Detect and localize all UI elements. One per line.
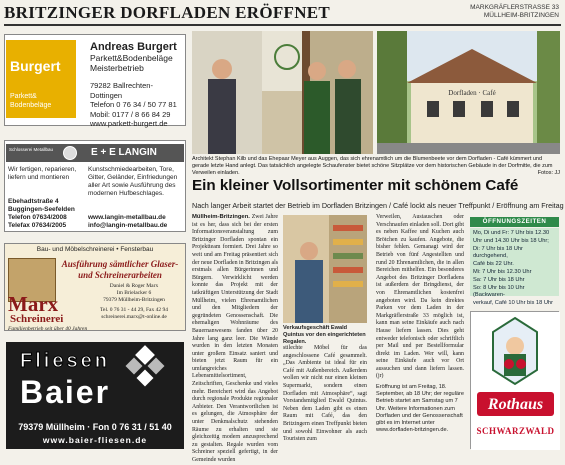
fliesen-name: Baier xyxy=(20,374,111,410)
burgert-logo-name: Burgert xyxy=(10,58,61,74)
burgert-address: 79282 Ballrechten-Dottingen xyxy=(90,81,153,100)
hours-heading: ÖFFNUNGSZEITEN xyxy=(470,217,559,227)
article-col3-text: Verweilen, Austauschen oder Verschnaufen einladen soll. Dort gibt es neben Kaffee und Kuchen auch Brötchen zu kaufen. Angebote, die bisher fehlen. Gemanagt wird der Betrieb von fünf Angestellten und rund 20 Ehrenamtlichen, die in allen Bereichen mithelfen. Ein besonderes Angebot des Britzinger Dorfladens ist außerdem der Bringdienst, der von Ehrenamtlichen kostenfrei angeboten wird. Da kein direktes Parken vor dem Laden in der Markgräflerstraße 33 möglich ist, kann man seine Einkäufe auch nach Hause liefern lassen. Dies geht entweder telefonisch oder schriftlich per Mail und per Bestellformular direkt im Laden. Wer will, kann seine Einkäufe auch vor Ort aussuchen und dann liefern lassen. xyxy=(376,214,464,372)
langin-contact xyxy=(8,198,88,230)
article-col1-text: Zwei Jahre ist es her, dass sich bei der ersten Informationsveranstaltung zum Britzinger Dorfladen spontan ein Projektteam formiert. Drei Jahre so weit und am Freitag präsentiert sich der neue Dorfladen in Britzingen als erstmals allen Bürgerinnen und Bürgern. Verwirklicht werden konnte das Projekt mit der tatkräftigen Unterstützung der Stadt Müllheim, vielen Ehrenamtlichen und den Mitgliedern der gegründeten Genossenschaft. Die ehemaligen Wohnräume des Bauernanwesens fanden über 20 Jahre lang ganz leer. Die Wände wurden in den letzten Monaten unter großem Einsatz saniert und bieten jetzt Raum für ein umfangreiches Lebensmittelsortiment, Zeitschriften, Geschenke und vieles mehr. Bereichert wird das Angebot durch regionale Produkte regionaler Anbieter. Den Verantwortlichen ist es gelungen, die Atmosphäre der unter Denkmalschutz stehenden Räume zu erhalten und sie gleichzeitig modern anzusprechend zu gestalten. Regale wurden vom Schreiner speziell gefertigt, in der Gemeinde wurden xyxy=(192,214,278,463)
ad-fliesen-baier xyxy=(6,342,184,449)
langin-fax: Telefax 07634/2005 xyxy=(8,222,67,229)
marx-city: 79379 Müllheim-Britzingen xyxy=(103,296,165,303)
tiles-icon xyxy=(124,346,172,390)
subhead: Nach langer Arbeit startet der Betrieb im Dorfladen Britzingen / Café lockt als neuer Treffpunkt / Eröffnung am Freitag xyxy=(192,201,564,210)
address-line-2: MÜLLHEIM-BRITZINGEN xyxy=(483,12,559,19)
address-line-1: MARKGRÄFLERSTRASSE 33 xyxy=(470,4,559,11)
article-column-3 xyxy=(376,214,464,449)
photo-credit: Fotos: JJ xyxy=(537,170,560,176)
langin-addr1: Ebehadtstraße 4 xyxy=(8,198,59,205)
photo-shop xyxy=(283,215,367,323)
rothaus-region: SCHWARZWALD xyxy=(476,426,555,436)
fliesen-word: Fliesen xyxy=(20,350,110,372)
rothaus-logo-icon xyxy=(471,312,560,450)
marx-email[interactable]: schreinerei.marx@t-online.de xyxy=(101,314,167,321)
headline: Ein kleiner Vollsortimenter mit schönem Café xyxy=(192,177,519,194)
article-column-2: stilechte Möbel für das angeschlossene Café gesammelt. „Das Ambiente ist ideal für ein Café mit Außenbereich. Außerdem wollen wir nicht nur einen kleinen Supermarkt, sondern einen Dorfladen mit Atmosphäre“, sagt Vorstandsmitglied Ewald Quintus. Neben dem Laden gibt es einen Raum mit Café, das den Britzingern einen Treffpunkt bieten und sowohl Einwohner als auch Touristen zum xyxy=(283,345,367,443)
langin-left-text: Wir fertigen, reparieren, liefern und montieren xyxy=(8,166,77,181)
fliesen-web[interactable]: www.baier-fliesen.de xyxy=(42,435,148,445)
hours-line: Mo, Di und Fr: 7 Uhr bis 12.30 xyxy=(473,230,550,236)
burgert-trade: Parkett&Bodenbeläge xyxy=(90,53,173,63)
shop-caption: Verkaufsgeschäft Ewald Quintus vor den eingerichteten Regalen. xyxy=(283,325,366,345)
marx-phone: Tel. 0 76 31 - 44 29, Fax 42 94 xyxy=(100,307,168,314)
langin-bar xyxy=(6,144,184,162)
langin-right-text: Kunstschmiedearbeiten, Tore, Gitter, Geländer, Einfriedungen aller Art sowie Ausführung des modernen Hufbeschlages. xyxy=(88,166,178,197)
hours-line: So: 8 Uhr bis 10 Uhr (Backwaren- xyxy=(473,284,525,299)
marx-owners: Daniel & Roger Marx xyxy=(109,283,159,289)
rothaus-name: Rothaus xyxy=(487,396,544,413)
marx-name: Marx xyxy=(8,292,59,316)
photo-building-image xyxy=(377,31,560,154)
hours-line: Uhr und 14.30 Uhr bis 18 Uhr; xyxy=(473,237,549,244)
marx-contact xyxy=(86,283,182,321)
photo-group xyxy=(192,31,373,154)
burgert-phone: Telefon 0 76 34 / 50 77 81 xyxy=(90,100,177,109)
hours-line: Café bis 22 Uhr. xyxy=(473,261,514,268)
photo-caption xyxy=(192,156,560,177)
marx-since: Familienbetrieb seit über 40 Jahren xyxy=(8,326,88,332)
marx-street: Im Brielacker 6 xyxy=(116,289,152,296)
article-credit: (jr) xyxy=(376,373,384,380)
ad-rothaus xyxy=(470,311,559,449)
hours-line: Mi: 7 Uhr bis 12.30 Uhr xyxy=(473,268,532,275)
header-address xyxy=(470,4,559,20)
hours-line: Sa: 7 Uhr bis 18 Uhr xyxy=(473,276,525,283)
photo-shop-image xyxy=(283,215,367,323)
marx-sub: Schreinerei xyxy=(10,313,64,325)
header-rule xyxy=(4,24,561,26)
burgert-logo-sub2: Bodenbeläge xyxy=(10,102,52,109)
burgert-mobile: Mobil: 0177 / 8 66 84 29 xyxy=(90,109,171,119)
langin-email[interactable]: info@langin-metallbau.de xyxy=(88,222,168,229)
article-dateline: Müllheim-Britzingen. xyxy=(192,214,250,220)
langin-online xyxy=(88,214,184,230)
burgert-logo-sub1: Parkett& xyxy=(10,93,37,100)
photo-caption-text: Architekt Stephan Kilb und das Ehepaar Meyer aus Auggen, das sich ehrenamtlich um die Blumenbeete vor dem Dorfladen - Café kümmert und gerade letzte Hand anlegt. Das tatsächlich angelegte Schaufenster bietet schöne Sitzplätze vor dem historischen Gebäude in der Dorfmitte, die zum Verweilen einladen. xyxy=(192,156,553,176)
building-sign-text: Dorfladen · Café xyxy=(448,89,496,97)
langin-web[interactable]: www.langin-metallbau.de xyxy=(88,214,166,221)
langin-emblem-icon xyxy=(63,146,77,160)
photo-people-image xyxy=(192,31,373,154)
burgert-web[interactable]: www.parkett-burgert.de xyxy=(90,119,168,128)
photo-building xyxy=(377,31,560,154)
langin-small: Schlosserei Metallbau xyxy=(9,147,54,152)
langin-addr2: Buggingen-Seefelden xyxy=(8,206,75,213)
burgert-text xyxy=(90,41,184,129)
hours-line: Di: 7 Uhr bis 18 Uhr durchgehend, xyxy=(473,245,523,260)
langin-title: E + E LANGIN xyxy=(91,147,157,158)
page-title: BRITZINGER DORFLADEN ERÖFFNET xyxy=(4,3,331,22)
langin-tel: Telefon 07634/2008 xyxy=(8,214,67,221)
hours-box xyxy=(470,228,559,307)
burgert-logo xyxy=(6,40,76,118)
marx-top: Bau- und Möbelschreinerei • Fensterbau xyxy=(36,246,154,253)
burgert-name: Andreas Burgert xyxy=(90,41,177,53)
burgert-logo-sub xyxy=(10,92,51,110)
burgert-title: Meisterbetrieb xyxy=(90,63,144,73)
article-column-1 xyxy=(192,214,278,463)
article-opening: Eröffnung ist am Freitag, 18. September, ab 18 Uhr; der reguläre Betrieb startet am Samstag um 7 Uhr. Weitere Informationen zum Dorfladen und der Genossenschaft gibt es im Internet unter www.dorfladen-britzingen.de. xyxy=(376,384,464,434)
fliesen-phone: 79379 Müllheim · Fon 0 76 31 / 51 40 xyxy=(18,422,172,432)
marx-claim: Ausführung sämtlicher Glaser- und Schreinerarbeiten xyxy=(61,259,179,280)
hours-line: verkauf, Café 10 Uhr bis 18 Uhr xyxy=(473,300,553,307)
